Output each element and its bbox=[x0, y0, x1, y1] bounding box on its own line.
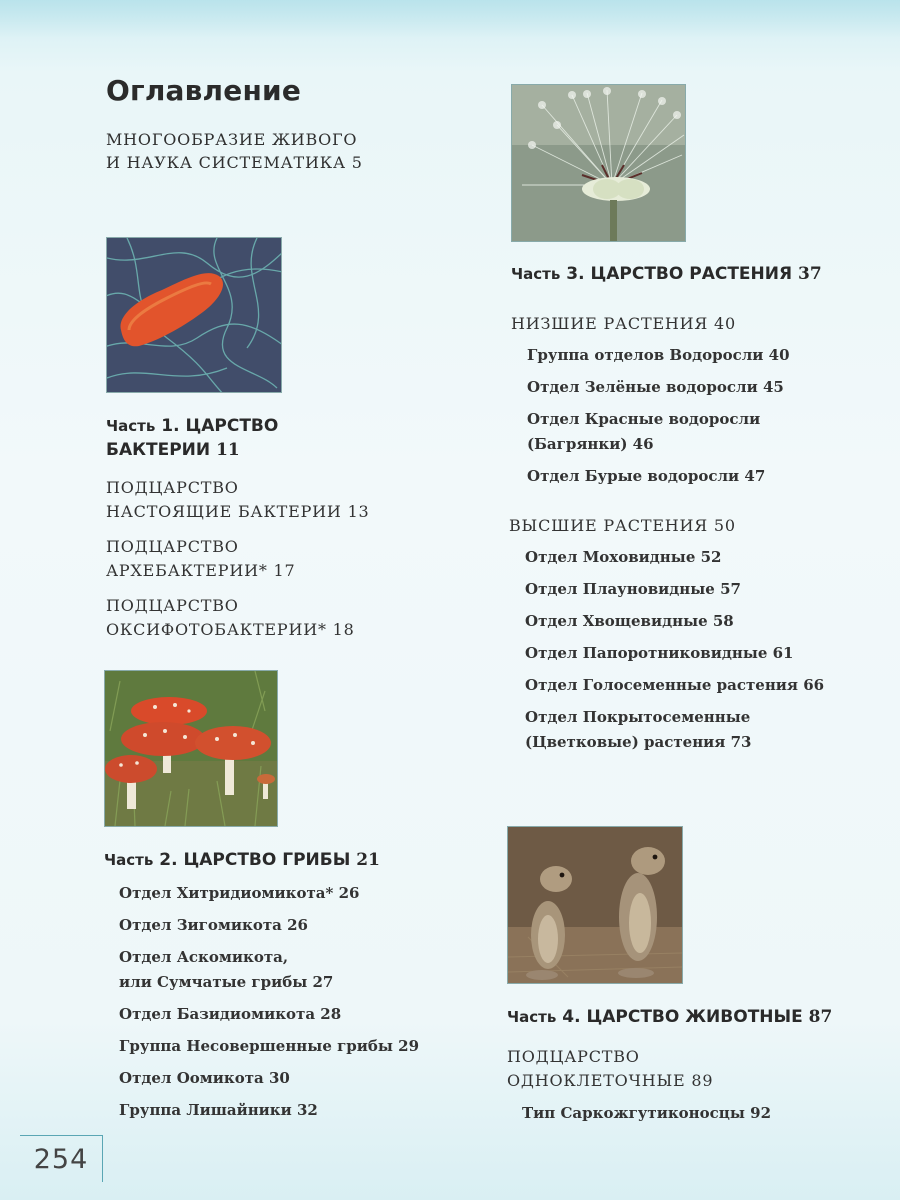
part2-entries bbox=[119, 881, 419, 1130]
lower-plants-entries bbox=[527, 343, 790, 496]
toc-entry: Отдел Зелёные водоросли 45 bbox=[527, 378, 784, 396]
toc-entry: Группа Несовершенные грибы 29 bbox=[119, 1037, 420, 1055]
part1-subkingdom-oxyphoto: ПОДЦАРСТВО ОКСИФОТОБАКТЕРИИ* 18 bbox=[106, 596, 355, 639]
toc-entry: (Цветковые) растения 73 bbox=[525, 733, 752, 751]
bacteria-image bbox=[106, 237, 282, 393]
toc-entry: Группа Лишайники 32 bbox=[119, 1101, 318, 1119]
part4-heading: Часть 4. ЦАРСТВО ЖИВОТНЫЕ 87 bbox=[507, 1007, 833, 1027]
part4-subkingdom-protists: ПОДЦАРСТВО ОДНОКЛЕТОЧНЫЕ 89 bbox=[507, 1047, 714, 1090]
toc-entry: Отдел Красные водоросли bbox=[527, 410, 761, 428]
ground-squirrels-image bbox=[507, 826, 683, 984]
toc-entry: Отдел Хвощевидные 58 bbox=[525, 612, 734, 630]
toc-entry: Отдел Аскомикота, bbox=[119, 948, 289, 966]
toc-entry: Отдел Оомикота 30 bbox=[119, 1069, 290, 1087]
page-number: 254 bbox=[20, 1135, 103, 1182]
part1-heading: Часть 1. ЦАРСТВО БАКТЕРИИ 11 bbox=[106, 416, 279, 460]
part1-subkingdom-true-bacteria: ПОДЦАРСТВО НАСТОЯЩИЕ БАКТЕРИИ 13 bbox=[106, 478, 370, 521]
toc-entry: Отдел Хитридиомикота* 26 bbox=[119, 884, 360, 902]
toc-entry: Отдел Плауновидные 57 bbox=[525, 580, 741, 598]
toc-entry: Отдел Папоротниковидные 61 bbox=[525, 644, 794, 662]
toc-entry: Отдел Покрытосеменные bbox=[525, 708, 751, 726]
toc-entry: (Багрянки) 46 bbox=[527, 435, 654, 453]
mushrooms-image bbox=[104, 670, 278, 827]
toc-entry: Отдел Голосеменные растения 66 bbox=[525, 676, 825, 694]
dandelion-image bbox=[511, 84, 686, 242]
toc-entry: Тип Саркожгутиконосцы 92 bbox=[522, 1104, 772, 1122]
higher-plants-entries bbox=[525, 545, 824, 762]
toc-entry: Отдел Моховидные 52 bbox=[525, 548, 722, 566]
toc-entry: Отдел Базидиомикота 28 bbox=[119, 1005, 342, 1023]
toc-entry: или Сумчатые грибы 27 bbox=[119, 973, 334, 991]
toc-entry: Отдел Зигомикота 26 bbox=[119, 916, 308, 934]
part1-subkingdom-archaea: ПОДЦАРСТВО АРХЕБАКТЕРИИ* 17 bbox=[106, 537, 296, 580]
toc-entry: Группа отделов Водоросли 40 bbox=[527, 346, 790, 364]
top-edge-tint bbox=[0, 0, 900, 38]
toc-entry: Отдел Бурые водоросли 47 bbox=[527, 467, 766, 485]
lower-plants-heading: НИЗШИЕ РАСТЕНИЯ 40 bbox=[511, 314, 737, 333]
page-title: Оглавление bbox=[106, 74, 302, 107]
part4-entries bbox=[522, 1101, 771, 1133]
part2-heading: Часть 2. ЦАРСТВО ГРИБЫ 21 bbox=[104, 850, 380, 870]
higher-plants-heading: ВЫСШИЕ РАСТЕНИЯ 50 bbox=[509, 516, 736, 535]
intro-entry: МНОГООБРАЗИЕ ЖИВОГО И НАУКА СИСТЕМАТИКА 5 bbox=[106, 130, 363, 172]
part3-heading: Часть 3. ЦАРСТВО РАСТЕНИЯ 37 bbox=[511, 264, 822, 284]
